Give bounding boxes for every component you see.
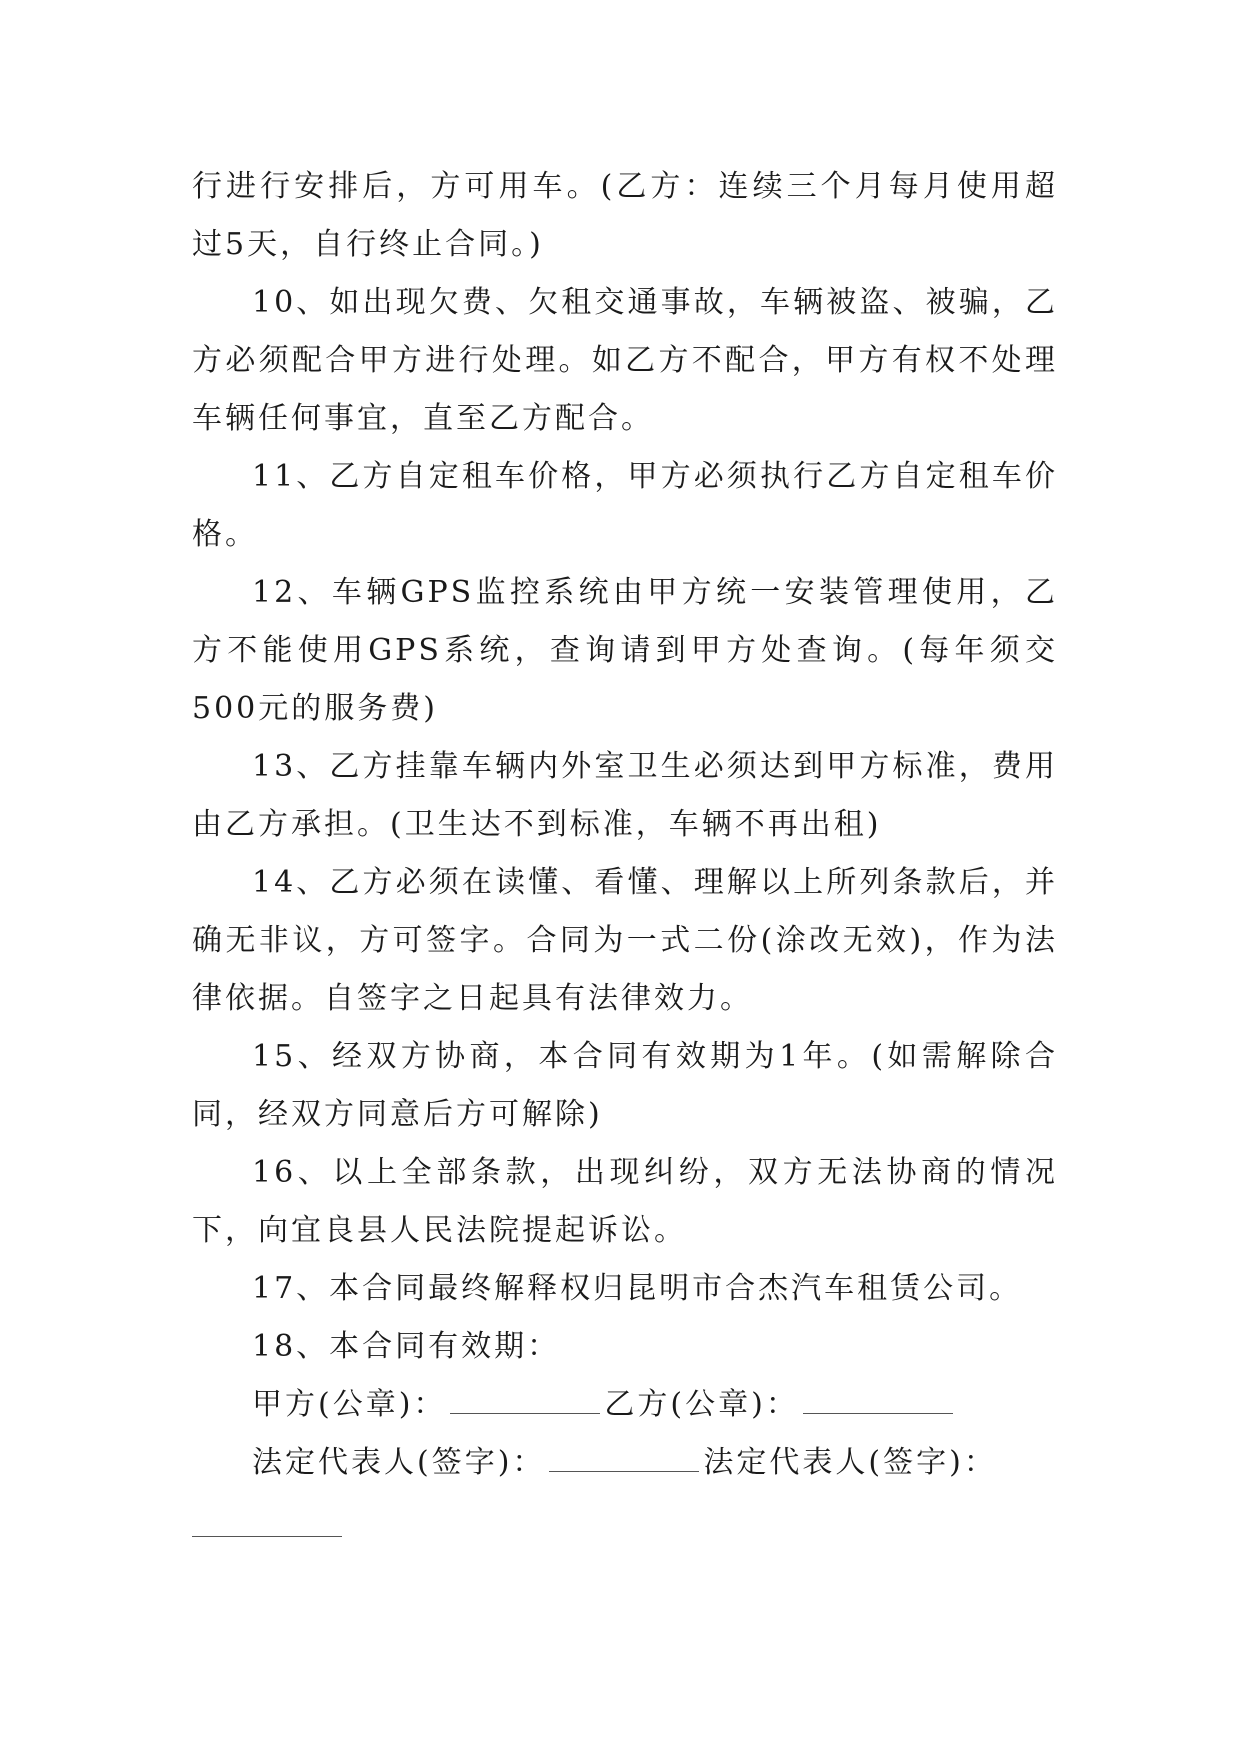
clause-15: 15、经双方协商，本合同有效期为1年。(如需解除合同，经双方同意后方可解除): [192, 1039, 1058, 1132]
contract-body: [192, 158, 1058, 1537]
paragraph-continuation: 行进行安排后，方可用车。(乙方：连续三个月每月使用超过5天，自行终止合同。): [192, 169, 1058, 262]
party-a-seal-label: 甲方(公章)：: [252, 1387, 447, 1422]
clause-18: 18、本合同有效期：: [252, 1329, 561, 1364]
clause-13: 13、乙方挂靠车辆内外室卫生必须达到甲方标准，费用由乙方承担。(卫生达不到标准，车辆不再出租): [192, 749, 1058, 842]
clause-11: 11、乙方自定租车价格，甲方必须执行乙方自定租车价格。: [192, 459, 1058, 552]
party-b-rep-label: 法定代表人(签字)：: [703, 1445, 997, 1480]
clause-14: 14、乙方必须在读懂、看懂、理解以上所列条款后，并确无非议，方可签字。合同为一式二份(涂改无效)，作为法律依据。自签字之日起具有法律效力。: [192, 865, 1058, 1016]
party-a-rep-label: 法定代表人(签字)：: [252, 1445, 546, 1480]
party-a-seal-blank: [450, 1391, 600, 1414]
clause-12: 12、车辆GPS监控系统由甲方统一安装管理使用，乙方不能使用GPS系统，查询请到甲方处查询。(每年须交500元的服务费): [192, 575, 1058, 726]
party-b-seal-label: 乙方(公章)：: [604, 1387, 799, 1422]
clause-10: 10、如出现欠费、欠租交通事故，车辆被盗、被骗，乙方必须配合甲方进行处理。如乙方不配合，甲方有权不处理车辆任何事宜，直至乙方配合。: [192, 285, 1058, 436]
party-a-rep-blank: [549, 1449, 699, 1472]
representative-line: [192, 1434, 1058, 1492]
seal-line: [192, 1376, 1058, 1434]
clause-17: 17、本合同最终解释权归昆明市合杰汽车租赁公司。: [252, 1271, 1023, 1306]
clause-16: 16、以上全部条款，出现纠纷，双方无法协商的情况下，向宜良县人民法院提起诉讼。: [192, 1155, 1058, 1248]
party-b-seal-blank: [803, 1391, 953, 1414]
party-b-rep-blank: [192, 1492, 342, 1537]
